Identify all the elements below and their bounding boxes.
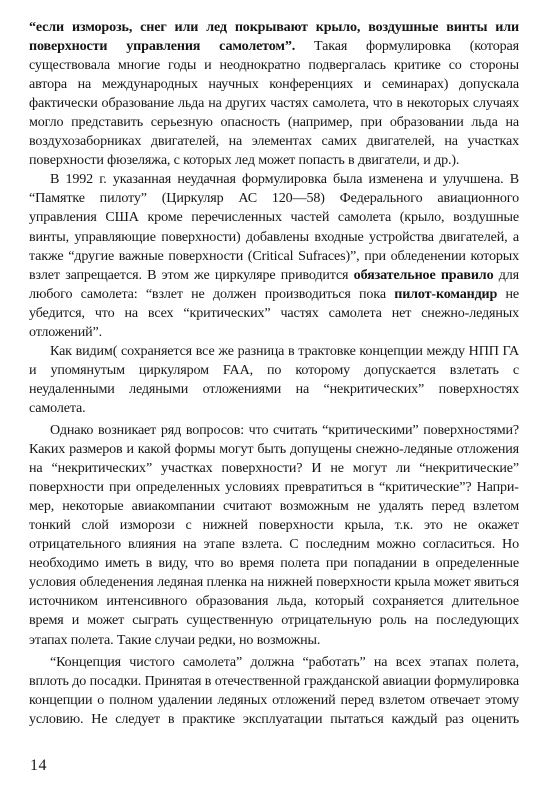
paragraph-5-text: “Концепция чистого самолета” должна “работать” на всех этапах полета, вплоть до посадки. Принятая в отечественной гражданской авиации формулировка концепции о полном удалении ледяных отложений перед взлетом отвечает этому условию. Не следует в практике эксплуатации пытаться каждый раз оценить	[29, 653, 519, 727]
document-page	[29, 18, 519, 729]
paragraph-2-text-a: В 1992 г. указанная неудачная формулировка была изменена и улучшена. В “Памятке пилоту” (Циркуляр АС 120—58) Федерального авиационного управления США кроме перечисленных частей самолета (крыло, воздушные винты, управляющие поверхности) добавлены входные устройства двигателей, а также “другие важные поверхности (Critical Sufraces)”, при обледенении которых взлет запрещается. В этом же циркуляре приводится	[29, 171, 519, 283]
paragraph-5	[29, 653, 519, 729]
paragraph-1-text: Такая формулировка (которая существовала многие годы и неоднократно подвергалась критике со стороны автора на международных научных конференциях и семинарах) допускала фактически образование льда на других частях самолета, что в некоторых случаях могло представить серьезную опасность (например, при образовании льда на воздухозаборниках двигателей, на элементах самих двигателей, на участках поверхности фюзеляжа, с которых лед может попасть в двигатели, и др.).	[29, 38, 519, 169]
pilot-in-command-term: пилот-командир	[394, 285, 498, 302]
paragraph-2	[29, 170, 519, 341]
paragraph-2-text-b: для любого самолета: “взлет не должен производиться пока	[29, 266, 519, 302]
quoted-rule-text: “если изморозь, снег или лед покрывают крыло, воздушные винты или поверхности управления самолетом”.	[29, 19, 519, 55]
paragraph-4-text: Однако возникает ряд вопросов: что считать “критическими” поверхностями? Каких размеров и какой формы могут быть допущены снежно-ледяные отложения на “некритических” участках поверхности? И не могут ли “некритические” поверхности при определенных условиях превратиться в “критические”? Например, некоторые авиакомпании считают возможным не удалять перед взлетом тонкий слой изморози с нижней поверхности крыла, т.к. это не окажет отрицательного влияния на этапе взлета. С последним можно согласиться. Но необходимо иметь в виду, что во время полета при попадании в определенные условия обледенения ледяная пленка на нижней поверхности крыла может явиться источником интенсивного образования льда, который сохраняется длительное время и может сыграть существенную отрицательную роль на последующих этапах полета. Такие случаи редки, но возможны.	[29, 421, 519, 648]
paragraph-1	[29, 18, 519, 170]
mandatory-rule-term: обязательное правило	[353, 266, 494, 283]
paragraph-2-text-c: не убедится, что на всех “критических” частях самолета нет снежно-ледяных отложений”.	[29, 285, 520, 340]
paragraph-3	[29, 342, 519, 418]
paragraph-4	[29, 421, 519, 650]
paragraph-3-text: Как видим( сохраняется все же разница в трактовке концепции между НПП ГА и упомянутым циркуляром FAA, по которому допускается взлетать с неудаленными ледяными отложениями на “некритических” поверхностях самолета.	[29, 342, 519, 416]
page-number: 14	[30, 757, 47, 774]
